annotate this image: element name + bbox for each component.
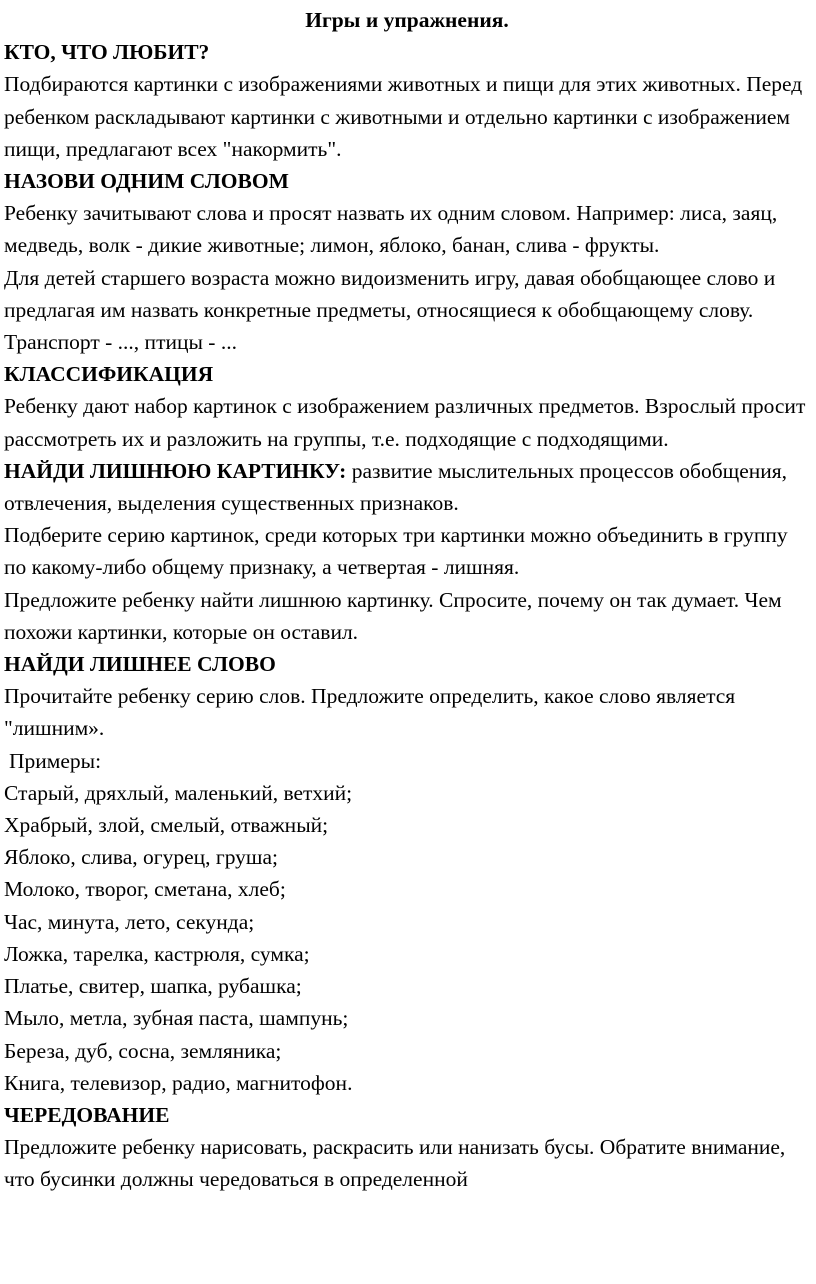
section-heading-naidi-kartinku: НАЙДИ ЛИШНЮЮ КАРТИНКУ: bbox=[4, 458, 347, 483]
section-paragraph-nazovi-2: Для детей старшего возраста можно видоизменить игру, давая обобщающее слово и предлагая им назвать конкретные предметы, относящиеся к обобщающему слову. Транспорт - ..., птицы - ... bbox=[4, 265, 776, 355]
example-line: Молоко, творог, сметана, хлеб; bbox=[4, 877, 286, 902]
section-heading-cheredovanie: ЧЕРЕДОВАНИЕ bbox=[4, 1102, 170, 1127]
section-paragraph-cheredovanie: Предложите ребенку нарисовать, раскрасить или нанизать бусы. Обратите внимание, что бусинки должны чередоваться в определенной bbox=[4, 1135, 786, 1192]
example-line: Мыло, метла, зубная паста, шампунь; bbox=[4, 1006, 349, 1031]
section-heading-tail-naidi-kartinku: развитие мыслительных процессов обобщения, отвлечения, выделения существенных признаков. bbox=[4, 458, 788, 516]
section-paragraph-nazovi-1: Ребенку зачитывают слова и просят назвать их одним словом. Например: лиса, заяц, медведь, волк - дикие животные; лимон, яблоко, банан, слива - фрукты. bbox=[4, 201, 778, 258]
example-line: Береза, дуб, сосна, земляника; bbox=[4, 1038, 282, 1063]
section-heading-kto-chto-lyubit: КТО, ЧТО ЛЮБИТ? bbox=[4, 40, 210, 65]
example-line: Яблоко, слива, огурец, груша; bbox=[4, 845, 278, 870]
section-heading-naidi-slovo: НАЙДИ ЛИШНЕЕ СЛОВО bbox=[4, 652, 276, 677]
example-line: Платье, свитер, шапка, рубашка; bbox=[4, 974, 302, 999]
section-paragraph-kartinku-2: Предложите ребенку найти лишнюю картинку. Спросите, почему он так думает. Чем похожи картинки, которые он оставил. bbox=[4, 587, 782, 644]
example-line: Храбрый, злой, смелый, отважный; bbox=[4, 813, 329, 838]
section-heading-nazovi-odnim-slovom: НАЗОВИ ОДНИМ СЛОВОМ bbox=[4, 169, 289, 194]
section-heading-line-naidi-kartinku bbox=[4, 455, 810, 519]
section-heading-klassifikaciya: КЛАССИФИКАЦИЯ bbox=[4, 362, 214, 387]
section-paragraph-klassifikaciya: Ребенку дают набор картинок с изображением различных предметов. Взрослый просит рассмотреть их и разложить на группы, т.е. подходящие с подходящими. bbox=[4, 394, 806, 451]
example-line: Ложка, тарелка, кастрюля, сумка; bbox=[4, 941, 310, 966]
section-paragraph-naidi-slovo: Прочитайте ребенку серию слов. Предложите определить, какое слово является "лишним». bbox=[4, 684, 736, 741]
document-title: Игры и упражнения. bbox=[305, 8, 509, 32]
section-paragraph-kartinku-1: Подберите серию картинок, среди которых три картинки можно объединить в группу по какому-либо общему признаку, а четвертая - лишняя. bbox=[4, 523, 788, 580]
examples-label: Примеры: bbox=[9, 748, 102, 773]
section-paragraph-kto-chto-lyubit: Подбираются картинки с изображениями животных и пищи для этих животных. Перед ребенком раскладывают картинки с животными и отдельно картинки с изображением пищи, предлагают всех "накормить". bbox=[4, 72, 803, 161]
example-line: Час, минута, лето, секунда; bbox=[4, 909, 255, 934]
example-line: Старый, дряхлый, маленький, ветхий; bbox=[4, 780, 353, 805]
example-line: Книга, телевизор, радио, магнитофон. bbox=[4, 1070, 353, 1095]
